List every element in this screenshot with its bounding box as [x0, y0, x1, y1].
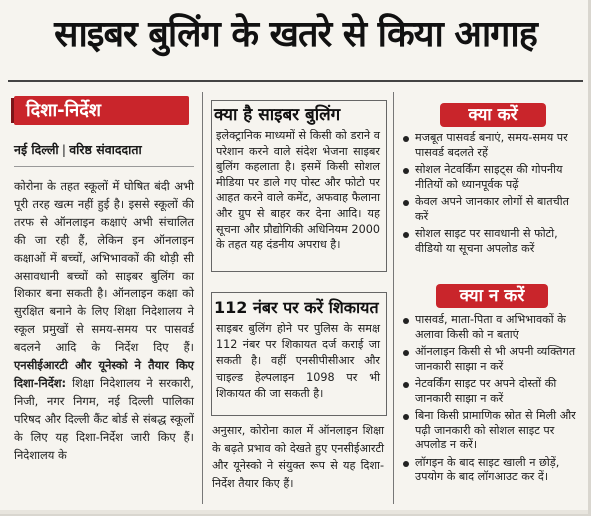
column-divider-1 — [202, 92, 203, 504]
byline-separator: | — [61, 142, 67, 157]
list-item: ऑनलाइन किसी से भी अपनी व्यक्तिगत जानकारी साझा न करें — [402, 345, 580, 374]
subhead-ncert-unesco: एनसीईआरटी और यूनेस्को ने तैयार किए दिशा-निर्देश: — [14, 358, 194, 390]
byline — [14, 142, 194, 158]
what-is-cyberbullying-text: इलेक्ट्रानिक माध्यमों से किसी को डराने व परेशान करने वाले संदेश भेजना साइबर बुलिंग कहलाता है। इसमें किसी सोशल मीडिया पर डाले गए पोस्ट और फोटो पर आहत करने वाले कमेंट, अफवाह फैलाना और ग्रुप से बाहर कर देना आदि। यह सूचना और प्रौद्योगिकी अधिनियम 2000 के तहत यह दंडनीय अपराध है। — [216, 129, 380, 252]
guidelines-label: दिशा-निर्देश — [14, 96, 189, 125]
middle-continued-text: अनुसार, कोरोना काल में ऑनलाइन शिक्षा के बढ़ते प्रभाव को देखते हुए एनसीईआरटी और यूनेस्को ने संयुक्त रूप से यह दिशा-निर्देश तैयार किए हैं। — [212, 424, 384, 490]
byline-rule — [14, 166, 194, 167]
list-item: नेटवर्किंग साइट पर अपने दोस्तों की जानकारी साझा न करें — [402, 377, 580, 406]
list-item: सोशल साइट पर सावधानी से फोटो, वीडियो या सूचना अपलोड करें — [402, 227, 580, 256]
left-article-text — [14, 178, 194, 465]
complaint-112-text: साइबर बुलिंग होने पर पुलिस के समक्ष 112 नंबर पर शिकायत दर्ज कराई जा सकती है। वहीं एनसीपीसीआर और चाइल्ड हेल्पलाइन 1098 पर भी शिकायत की जा सकती है। — [216, 322, 380, 400]
dont-list — [402, 313, 580, 488]
list-item: लॉगइन के बाद साइट खाली न छोड़ें, उपयोग के बाद लॉगआउट कर दें। — [402, 456, 580, 485]
dateline: नई दिल्ली — [14, 142, 59, 157]
list-item: पासवर्ड, माता-पिता व अभिभावकों के अलावा किसी को न बताएं — [402, 313, 580, 342]
left-para-1: कोरोना के तहत स्कूलों में घोषित बंदी अभी पूरी तरह खत्म नहीं हुई है। इससे स्कूलों की तरफ से ऑनलाइन कक्षाएं अभी संचालित की जा रही हैं, लेकिन इन ऑनलाइन कक्षाओं में बच्चों, अभिभावकों की थोड़ी सी असावधानी बच्चों को साइबर बुलिंग का शिकार बना सकती है। ऑनलाइन कक्षा को सुरक्षित बनाने के लिए शिक्षा निदेशालय ने स्कूल प्रमुखों से समय-समय पर पासवर्ड बदलने आदि के निर्देश दिए हैं। — [14, 179, 194, 355]
do-label: क्या करें — [440, 103, 546, 127]
list-item: केवल अपने जानकार लोगों से बातचीत करें — [402, 195, 580, 224]
list-item: सोशल नेटवर्किंग साइट्स की गोपनीय नीतियों को ध्यानपूर्वक पढ़ें — [402, 163, 580, 192]
what-is-cyberbullying-title: क्या है साइबर बुलिंग — [214, 105, 341, 125]
reporter: वरिष्ठ संवाददाता — [69, 142, 142, 157]
do-list — [402, 131, 580, 259]
list-item: मजबूत पासवर्ड बनाएं, समय-समय पर पासवर्ड बदलते रहें — [402, 131, 580, 160]
left-para-2: शिक्षा निदेशालय ने सरकारी, निजी, नगर निगम, नई दिल्ली पालिका परिषद और दिल्ली कैंट बोर्ड से संबद्ध स्कूलों के लिए यह दिशा-निर्देश जारी किए हैं। निदेशालय के — [14, 375, 194, 462]
headline-rule — [8, 80, 583, 82]
list-item: बिना किसी प्रामाणिक स्रोत से मिली और पढ़ी जानकारी को सोशल साइट पर अपलोड न करें। — [402, 409, 580, 453]
complaint-112-title: 112 नंबर पर करें शिकायत — [214, 298, 379, 317]
dont-label: क्या न करें — [436, 284, 548, 308]
bottom-edge — [0, 510, 591, 516]
headline: साइबर बुलिंग के खतरे से किया आगाह — [54, 14, 537, 55]
column-divider-2 — [393, 92, 394, 504]
